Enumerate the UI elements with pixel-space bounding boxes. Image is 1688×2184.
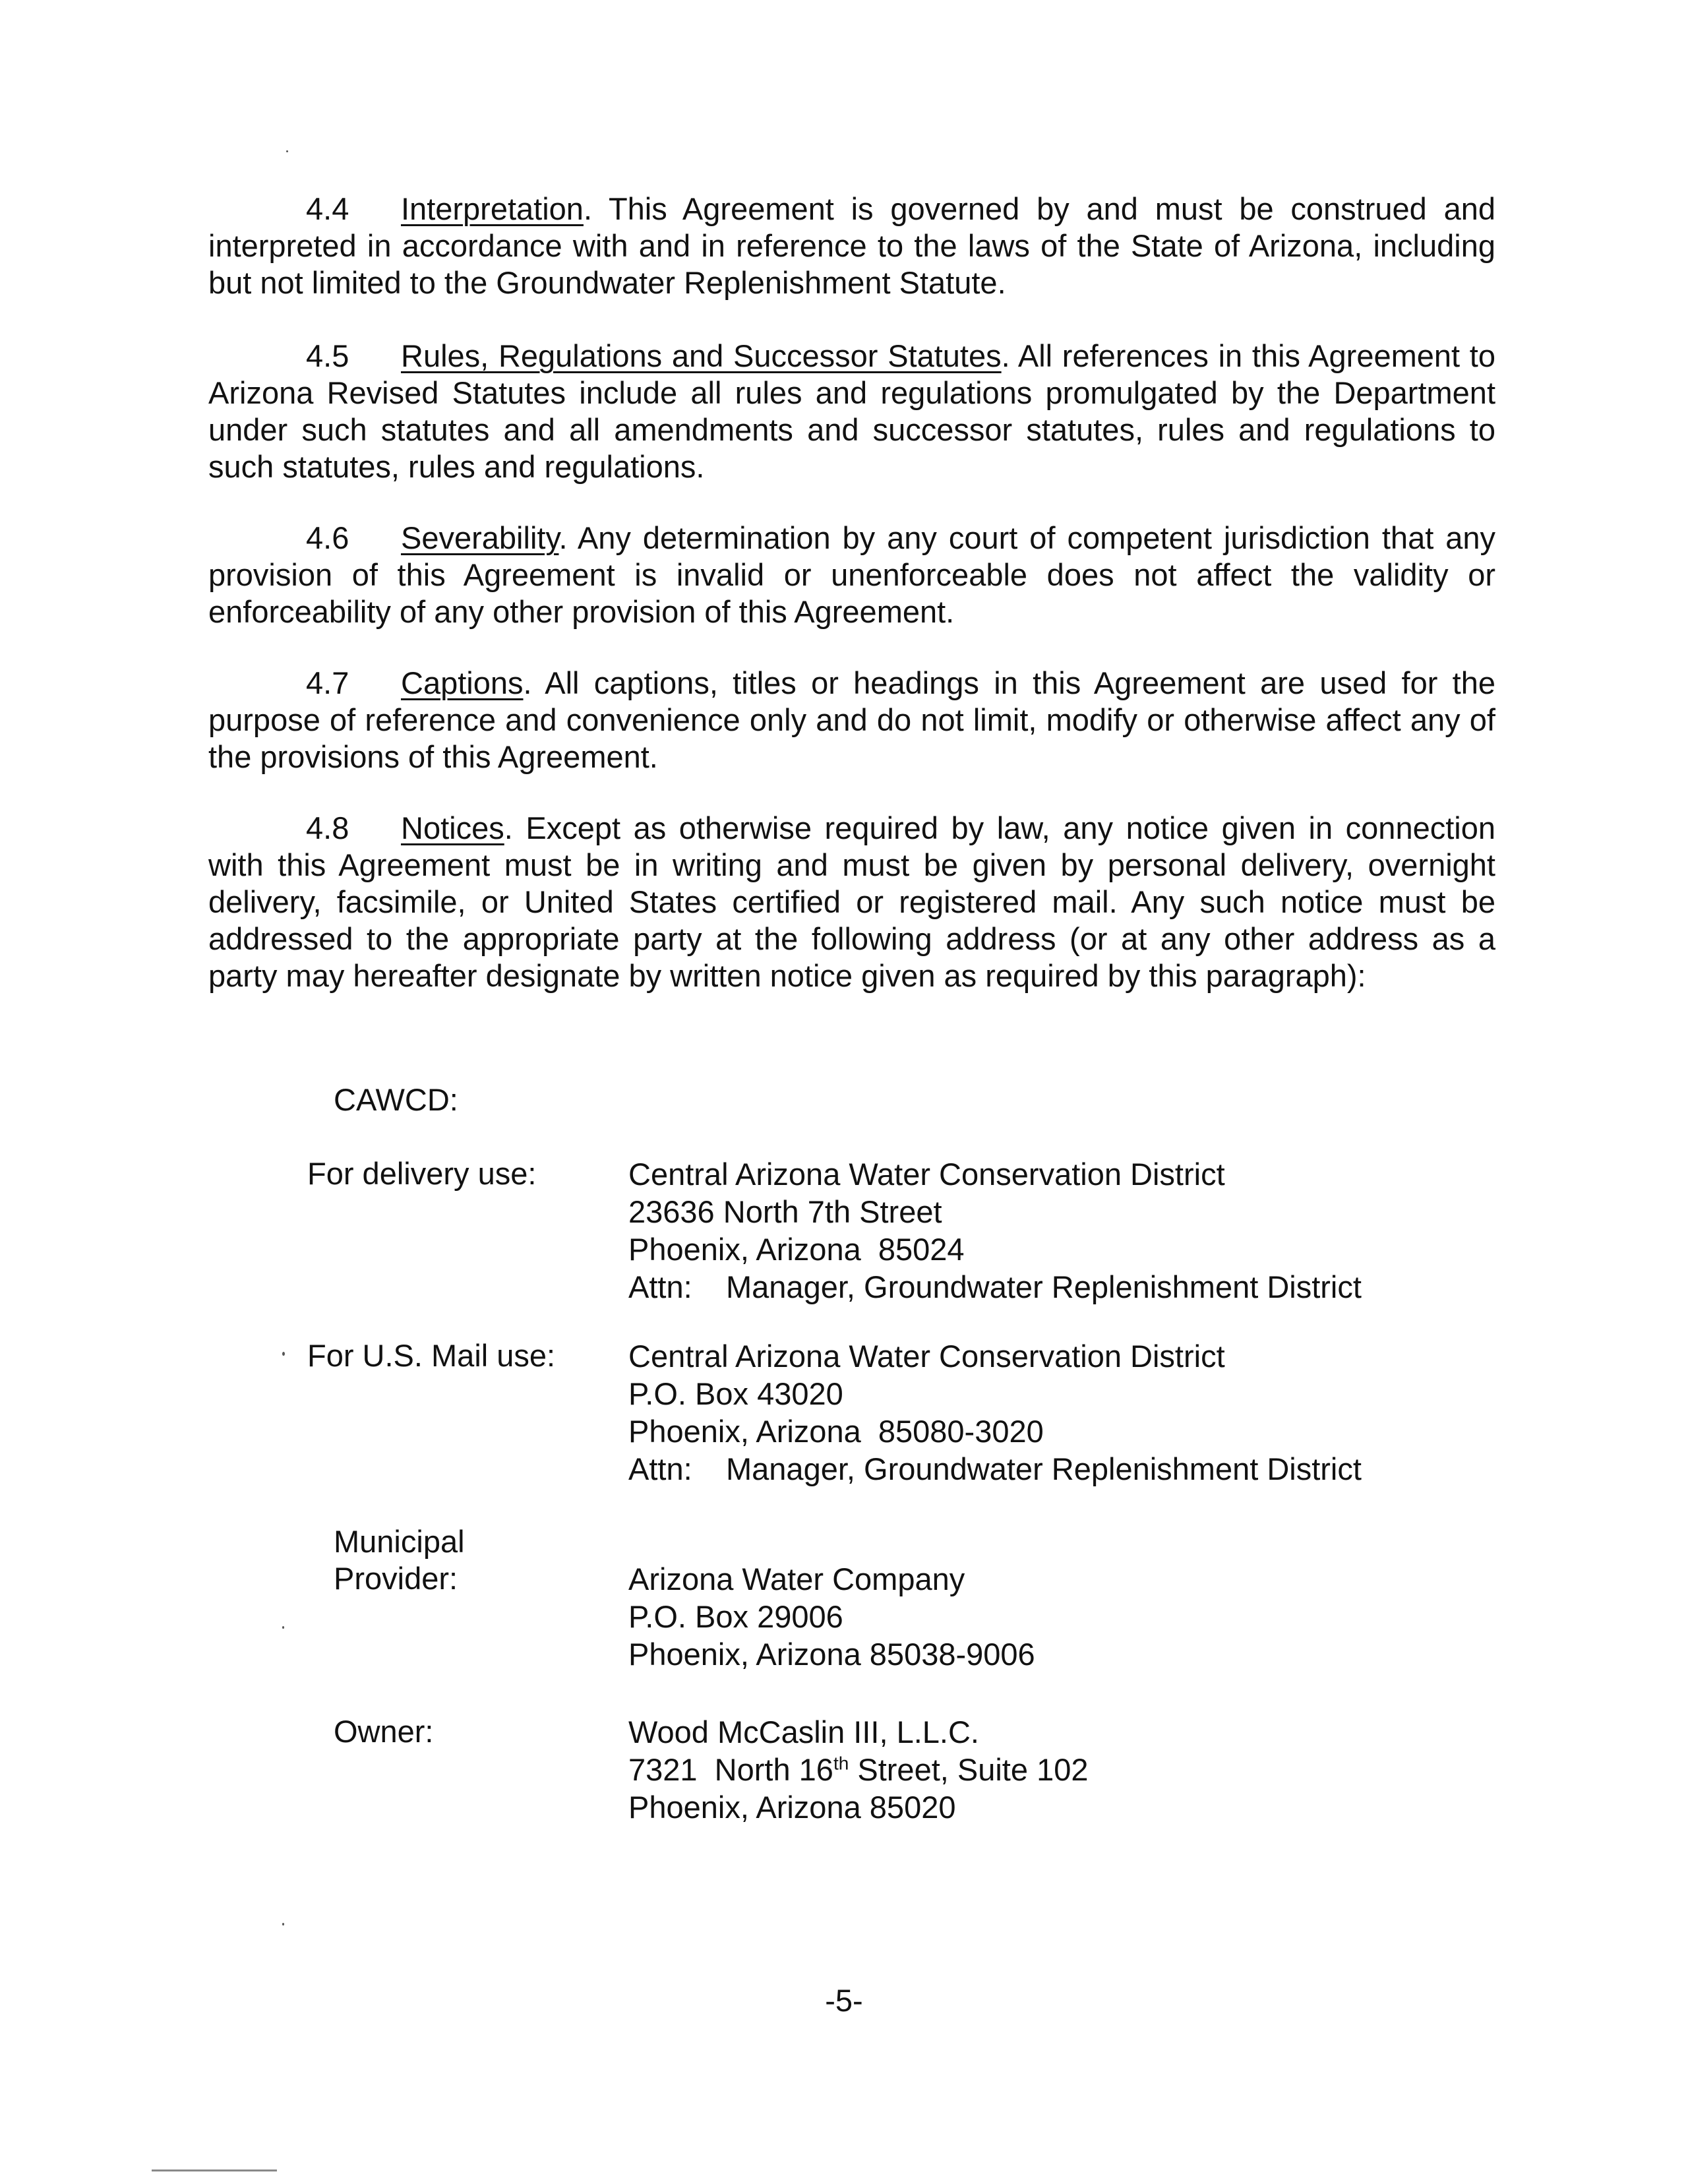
- municipal-address: [628, 1560, 1035, 1673]
- section-text: This Agreement is governed by and must be construed and interpreted in accordance with and in reference to the laws of the State of Arizona, including but not limited to the Groundwater Replenishment Statute.: [208, 191, 1495, 300]
- section-heading: Notices: [401, 810, 504, 845]
- page-number: -5-: [825, 1983, 863, 2018]
- ordinal-suffix: th: [833, 1753, 849, 1774]
- section-text: Except as otherwise required by law, any notice given in connection with this Agreement must be in writing and must be given by personal delivery, overnight delivery, facsimile, or United States certified or registered mail. Any such notice must be addressed to the appropriate party at the following address (or at any other address as a party may hereafter designate by written notice given as required by this paragraph):: [208, 810, 1495, 993]
- section-number: 4.6: [306, 520, 349, 555]
- section-number: 4.8: [306, 810, 349, 845]
- scan-speck: [152, 2169, 277, 2171]
- address-line: P.O. Box 43020: [628, 1376, 843, 1411]
- cawcd-label: CAWCD:: [334, 1082, 458, 1117]
- section-4-6: 4.6 Severability. Any determination by any court of competent jurisdiction that any provision of this Agreement is invalid or unenforceable does not affect the validity or enforceability of any other provision of this Agreement.: [208, 520, 1495, 629]
- section-heading: Captions: [401, 665, 524, 700]
- attn-label: Attn:: [628, 1269, 692, 1304]
- address-line: 23636 North 7th Street: [628, 1194, 942, 1229]
- address-line: [628, 1751, 1088, 1788]
- section-heading: Interpretation: [401, 191, 584, 226]
- section-4-5: 4.5 Rules, Regulations and Successor Statutes. All references in this Agreement to Arizona Revised Statutes include all rules and regulations promulgated by the Department under such statutes and all amendments and successor statutes, rules and regulations to such statutes, rules and regulations.: [208, 338, 1496, 484]
- address-line: P.O. Box 29006: [628, 1599, 843, 1634]
- address-line: Phoenix, Arizona 85024: [628, 1232, 965, 1267]
- address-line: Phoenix, Arizona 85038-9006: [628, 1637, 1035, 1672]
- address-line: Central Arizona Water Conservation District: [628, 1157, 1225, 1192]
- address-line: Central Arizona Water Conservation District: [628, 1339, 1225, 1374]
- delivery-label: For delivery use:: [307, 1156, 537, 1191]
- section-4-8: 4.8 Notices. Except as otherwise required by law, any notice given in connection with this Agreement must be in writing and must be given by personal delivery, overnight delivery, facsimile, or United States certified or registered mail. Any such notice must be addressed to the appropriate party at the following address (or at any other address as a party may hereafter designate by written notice given as required by this paragraph):: [208, 810, 1495, 993]
- section-heading: Rules, Regulations and Successor Statutes: [401, 338, 1002, 373]
- municipal-label-line2: Provider:: [334, 1561, 458, 1596]
- section-text: All captions, titles or headings in this Agreement are used for the purpose of reference and convenience only and do not limit, modify or otherwise affect any of the provisions of this Agreement.: [208, 665, 1495, 774]
- scan-speck: [282, 1352, 285, 1356]
- attn-line: [628, 1268, 1362, 1306]
- section-number: 4.4: [306, 191, 349, 226]
- scan-speck: [286, 150, 288, 152]
- attn-value: Manager, Groundwater Replenishment District: [726, 1269, 1362, 1304]
- delivery-address: [628, 1155, 1362, 1306]
- section-heading: Severability: [401, 520, 559, 555]
- municipal-label-line1: Municipal: [334, 1524, 465, 1559]
- address-line: Arizona Water Company: [628, 1562, 965, 1596]
- section-text: All references in this Agreement to Arizona Revised Statutes include all rules and regulations promulgated by the Department under such statutes and all amendments and successor statutes, rules and regulations to such statutes, rules and regulations.: [208, 338, 1496, 484]
- section-text: Any determination by any court of competent jurisdiction that any provision of this Agreement is invalid or unenforceable does not affect the validity or enforceability of any other provision of this Agreement.: [208, 520, 1495, 629]
- attn-value: Manager, Groundwater Replenishment District: [726, 1451, 1362, 1486]
- attn-line: [628, 1450, 1362, 1488]
- address-line: Phoenix, Arizona 85080-3020: [628, 1414, 1044, 1449]
- owner-street-prefix: 7321 North 16: [628, 1752, 833, 1787]
- section-number: 4.7: [306, 665, 349, 700]
- address-line: Wood McCaslin III, L.L.C.: [628, 1714, 979, 1749]
- scan-speck: [282, 1626, 284, 1629]
- owner-street-suffix: Street, Suite 102: [849, 1752, 1089, 1787]
- owner-label: Owner:: [334, 1714, 434, 1749]
- attn-label: Attn:: [628, 1451, 692, 1486]
- section-4-7: 4.7 Captions. All captions, titles or headings in this Agreement are used for the purpose of reference and convenience only and do not limit, modify or otherwise affect any of the provisions of this Agreement.: [208, 665, 1495, 774]
- owner-address: [628, 1713, 1088, 1826]
- section-number: 4.5: [306, 338, 349, 373]
- municipal-label: [334, 1523, 465, 1597]
- address-line: Phoenix, Arizona 85020: [628, 1790, 956, 1825]
- mail-address: [628, 1337, 1362, 1488]
- scan-speck: [282, 1923, 284, 1926]
- mail-label: For U.S. Mail use:: [307, 1338, 556, 1373]
- section-4-4: 4.4 Interpretation. This Agreement is governed by and must be construed and interpreted in accordance with and in reference to the laws of the State of Arizona, including but not limited to the Groundwater Replenishment Statute.: [208, 191, 1495, 300]
